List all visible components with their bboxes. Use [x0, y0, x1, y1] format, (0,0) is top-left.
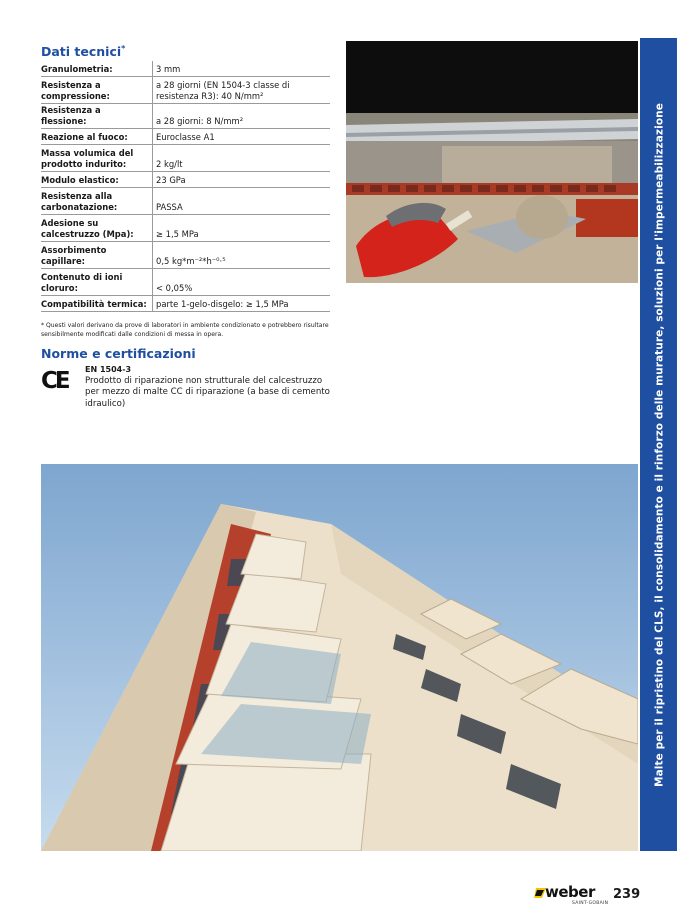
row-value: 2 kg/lt [153, 145, 331, 172]
row-label: Resistenza alla carbonatazione: [41, 188, 153, 215]
table-row [41, 104, 330, 129]
row-value: parte 1-gelo-disgelo: ≥ 1,5 MPa [153, 296, 331, 312]
row-label: Assorbimento capillare: [41, 242, 153, 269]
row-label: Granulometria: [41, 61, 153, 77]
table-row [41, 77, 330, 104]
chapter-sidebar-title: Malte per il ripristino del CLS, il consolidamento e il rinforzo delle murature, soluzioni per l'impermeabilizzazione [653, 103, 666, 787]
norm-code: EN 1504-3 [85, 365, 132, 374]
row-value: Euroclasse A1 [153, 129, 331, 145]
row-label: Contenuto di ioni cloruro: [41, 269, 153, 296]
table-row [41, 145, 330, 172]
brand-name: weber [545, 883, 595, 901]
row-label: Reazione al fuoco: [41, 129, 153, 145]
row-label: Massa volumica del prodotto indurito: [41, 145, 153, 172]
row-label: Modulo elastico: [41, 172, 153, 188]
row-value: PASSA [153, 188, 331, 215]
norm-block [85, 364, 335, 410]
table-row [41, 269, 330, 296]
row-value: 23 GPa [153, 172, 331, 188]
row-value: ≥ 1,5 MPa [153, 215, 331, 242]
row-label: Resistenza a compressione: [41, 77, 153, 104]
tech-data-table [41, 61, 330, 312]
row-label: Compatibilità termica: [41, 296, 153, 312]
building-photo [41, 464, 638, 851]
page-number: 239 [613, 887, 641, 902]
norm-description: Prodotto di riparazione non strutturale del calcestruzzo per mezzo di malte CC di riparazione (a base di cemento idraulico) [85, 375, 330, 409]
row-value: a 28 giorni: 8 N/mm² [153, 104, 331, 129]
table-row [41, 188, 330, 215]
table-row [41, 172, 330, 188]
tech-section-title: Dati tecnici* [41, 44, 126, 60]
table-row [41, 61, 330, 77]
table-row [41, 242, 330, 269]
row-label: Adesione su calcestruzzo (Mpa): [41, 215, 153, 242]
brand-sub: SAINT-GOBAIN [572, 901, 609, 906]
mortar-application-photo [346, 41, 638, 283]
row-value: a 28 giorni (EN 1504-3 classe di resistenza R3): 40 N/mm² [153, 77, 331, 104]
table-row [41, 215, 330, 242]
norms-section-title: Norme e certificazioni [41, 346, 196, 361]
row-value: 0,5 kg*m⁻²*h⁻⁰·⁵ [153, 242, 331, 269]
row-value: < 0,05% [153, 269, 331, 296]
footnote: * Questi valori derivano da prove di laboratori in ambiente condizionato e potrebbero risultare sensibilmente modificati dalle condizioni di messa in opera. [41, 322, 329, 338]
row-label: Resistenza a flessione: [41, 104, 153, 129]
table-row [41, 129, 330, 145]
table-row [41, 296, 330, 312]
row-value: 3 mm [153, 61, 331, 77]
ce-mark-icon: CE [41, 368, 68, 394]
